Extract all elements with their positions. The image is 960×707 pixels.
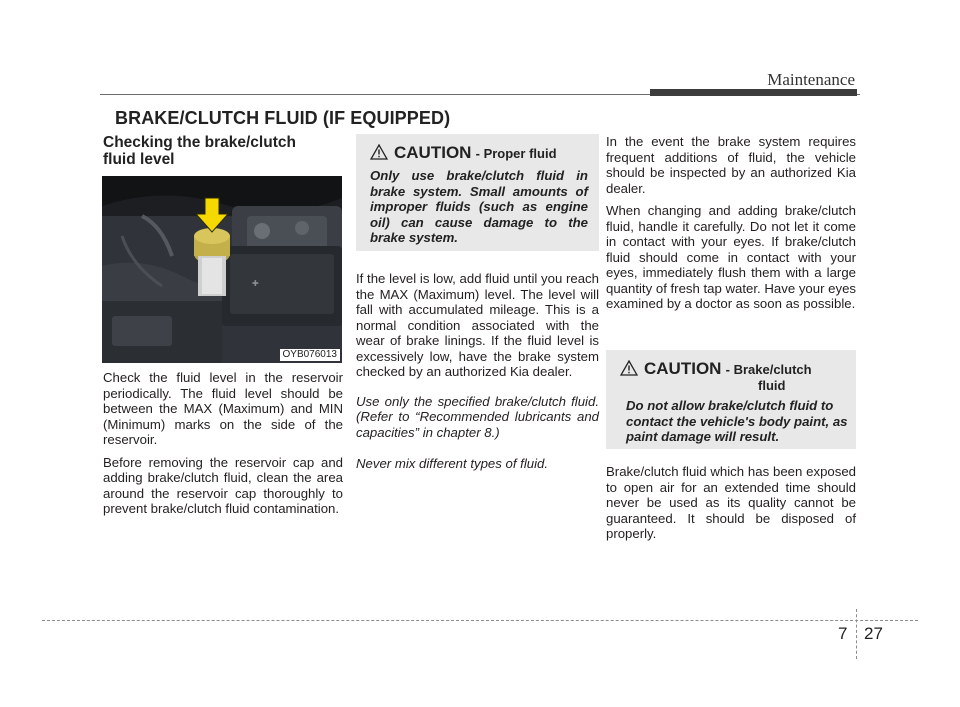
column-2-text: [356, 271, 599, 479]
warning-triangle-icon: [620, 360, 638, 376]
paragraph: Brake/clutch fluid which has been exposed to open air for an extended time should never be used as its quality cannot be guaranteed. It should be disposed of properly.: [606, 464, 856, 541]
caution-subtitle: - Proper fluid: [475, 146, 557, 161]
subsection-title-line2: fluid level: [103, 151, 175, 168]
warning-triangle-icon: [370, 144, 388, 160]
caution-subtitle-line2: fluid: [758, 378, 786, 393]
note: Use only the specified brake/clutch fluid. (Refer to “Recommended lubricants and capacities” in chapter 8.): [356, 393, 599, 440]
caution-body: Only use brake/clutch fluid in brake system. Small amounts of improper fluids (such as engine oil) can cause damage to the brake system.: [370, 168, 588, 245]
section-title: BRAKE/CLUTCH FLUID (IF EQUIPPED): [115, 108, 451, 128]
paragraph: In the event the brake system requires frequent additions of fluid, the vehicle should be inspected by an authorized Kia dealer.: [606, 134, 856, 196]
subsection-title: [103, 134, 343, 168]
paragraph: When changing and adding brake/clutch fluid, handle it carefully. Do not let it come in contact with your eyes. If brake/clutch fluid should come in contact with your eyes, immediately flush them with a large quantity of fresh tap water. Have your eyes examined by a doctor as soon as possible.: [606, 203, 856, 311]
caution-label: CAUTION: [394, 143, 472, 162]
paragraph: Before removing the reservoir cap and adding brake/clutch fluid, clean the area around the reservoir cap thoroughly to prevent brake/clutch fluid contamination.: [103, 454, 343, 516]
engine-bay-photo: [102, 176, 342, 363]
column-3-text-bottom: [606, 464, 856, 549]
page-number: 27: [864, 624, 883, 643]
caution-heading: [620, 359, 812, 379]
column-1-text: [103, 370, 343, 524]
subsection-title-line1: Checking the brake/clutch: [103, 134, 296, 151]
chapter-number: 7: [838, 624, 848, 643]
caution-label: CAUTION: [644, 359, 722, 378]
footer-rule: [42, 620, 918, 621]
column-3-text: [606, 134, 856, 319]
page-divider: [856, 609, 857, 659]
header-rule-bar: [650, 89, 857, 96]
note: Never mix different types of fluid.: [356, 456, 549, 471]
caution-box-proper-fluid: [356, 134, 599, 251]
svg-text:✚: ✚: [252, 279, 259, 288]
caution-heading: [370, 143, 557, 163]
paragraph: If the level is low, add fluid until you reach the MAX (Maximum) level. The level will fall with accumulated mileage. This is a normal condition associated with the wear of brake linings. If the fluid level is excessively low, have the brake system checked by an authorized Kia dealer.: [356, 271, 599, 379]
engine-bay-illustration: [102, 176, 342, 363]
paragraph: Check the fluid level in the reservoir periodically. The fluid level should be between the MAX (Maximum) and MIN (Minimum) marks on the side of the reservoir.: [103, 370, 343, 447]
photo-code: OYB076013: [280, 349, 341, 361]
header-title: Maintenance: [767, 70, 855, 89]
caution-box-brake-clutch-fluid: [606, 350, 856, 449]
caution-subtitle: - Brake/clutch: [725, 362, 812, 377]
caution-body: Do not allow brake/clutch fluid to contact the vehicle's body paint, as paint damage will result.: [626, 398, 848, 444]
